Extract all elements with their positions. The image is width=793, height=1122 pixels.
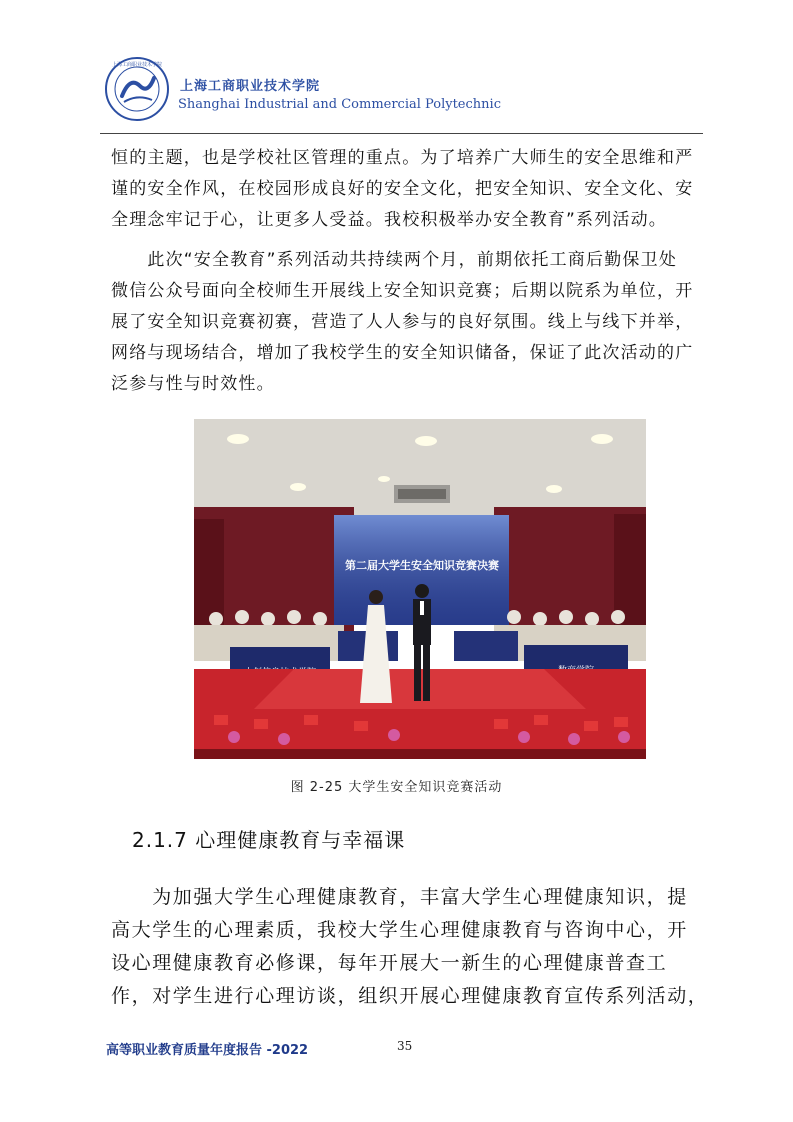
paragraph-safety-activity bbox=[111, 245, 701, 400]
logo-ring-text: 上海工商职业技术学院 bbox=[111, 62, 163, 68]
text-line: 恒的主题，也是学校社区管理的重点。为了培养广大师生的安全思维和严 bbox=[111, 148, 694, 168]
competition-photo bbox=[194, 419, 646, 759]
section-title-text: 心理健康教育与幸福课 bbox=[195, 828, 406, 852]
text-line: 谨的安全作风，在校园形成良好的安全文化，把安全知识、安全文化、安 bbox=[111, 179, 694, 199]
text-line: 作，对学生进行心理访谈，组织开展心理健康教育宣传系列活动， bbox=[111, 985, 709, 1007]
text-line: 此次“安全教育”系列活动共持续两个月，前期依托工商后勤保卫处 bbox=[111, 250, 678, 270]
school-name-en: Shanghai Industrial and Commercial Polytechnic bbox=[178, 97, 501, 112]
text-line: 全理念牢记于心，让更多人受益。我校积极举办安全教育”系列活动。 bbox=[111, 210, 668, 230]
school-name-cn: 上海工商职业技术学院 bbox=[180, 79, 321, 94]
paragraph-safety-intro bbox=[111, 143, 701, 236]
text-line: 为加强大学生心理健康教育，丰富大学生心理健康知识，提 bbox=[111, 886, 688, 908]
text-line: 泛参与性与时效性。 bbox=[111, 374, 275, 394]
school-logo bbox=[104, 56, 170, 122]
report-title-footer: 高等职业教育质量年度报告 -2022 bbox=[106, 1043, 309, 1058]
text-line: 展了安全知识竞赛初赛，营造了人人参与的良好氛围。线上与线下并举， bbox=[111, 312, 694, 332]
section-heading bbox=[132, 824, 405, 853]
page-number: 35 bbox=[397, 1039, 413, 1053]
header-divider bbox=[100, 133, 703, 134]
text-line: 设心理健康教育必修课，每年开展大一新生的心理健康普查工 bbox=[111, 952, 668, 974]
screen-title: 第二届大学生安全知识竞赛决赛 bbox=[345, 559, 499, 572]
text-line: 网络与现场结合，增加了我校学生的安全知识储备，保证了此次活动的广 bbox=[111, 343, 694, 363]
section-number: 2.1.7 bbox=[132, 828, 188, 852]
paragraph-mental-health bbox=[111, 881, 711, 1013]
text-line: 微信公众号面向全校师生开展线上安全知识竞赛；后期以院系为单位，开 bbox=[111, 281, 694, 301]
text-line: 高大学生的心理素质，我校大学生心理健康教育与咨询中心，开 bbox=[111, 919, 688, 941]
figure-caption: 图 2-25 大学生安全知识竞赛活动 bbox=[290, 780, 503, 795]
